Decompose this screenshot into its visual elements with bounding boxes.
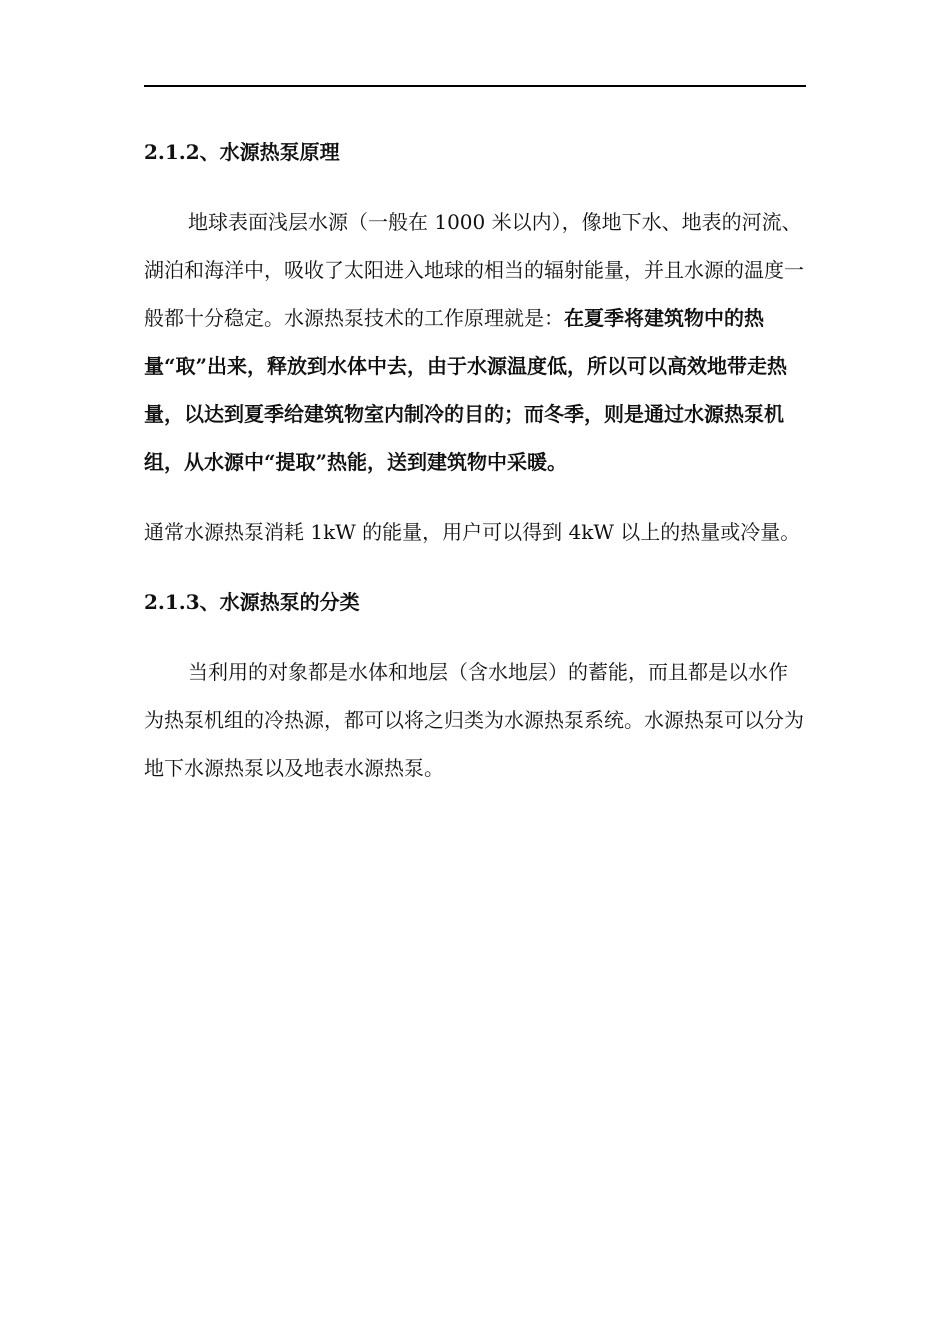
- classification-paragraph: 当利用的对象都是水体和地层（含水地层）的蓄能，而且都是以水作为热泵机组的冷热源，都可以将之归类为水源热泵系统。水源热泵可以分为地下水源热泵以及地表水源热泵。: [144, 660, 804, 780]
- intro-paragraph: [144, 198, 806, 486]
- intro-text: 地球表面浅层水源（一般在 1000 米以内），像地下水、地表的河流、湖泊和海洋中，吸收了太阳进入地球的相当的辐射能量，并且水源的温度一般都十分稳定。水源热泵技术的工作原理就是：: [144, 210, 804, 330]
- section-2-1-2-body: [144, 198, 806, 486]
- section-heading-2-1-3: 2.1.3、水源热泵的分类: [144, 590, 360, 614]
- section-heading-2-1-2: 2.1.2、水源热泵原理: [144, 140, 340, 164]
- efficiency-paragraph: 通常水源热泵消耗 1kW 的能量，用户可以得到 4kW 以上的热量或冷量。: [144, 520, 801, 544]
- header-rule: [144, 85, 806, 87]
- page-body: [144, 128, 806, 792]
- principle-bold-text: 在夏季将建筑物中的热量“取”出来，释放到水体中去，由于水源温度低，所以可以高效地带走热量，以达到夏季给建筑物室内制冷的目的；而冬季，则是通过水源热泵机组，从水源中“提取”热能，送到建筑物中采暖。: [144, 306, 788, 474]
